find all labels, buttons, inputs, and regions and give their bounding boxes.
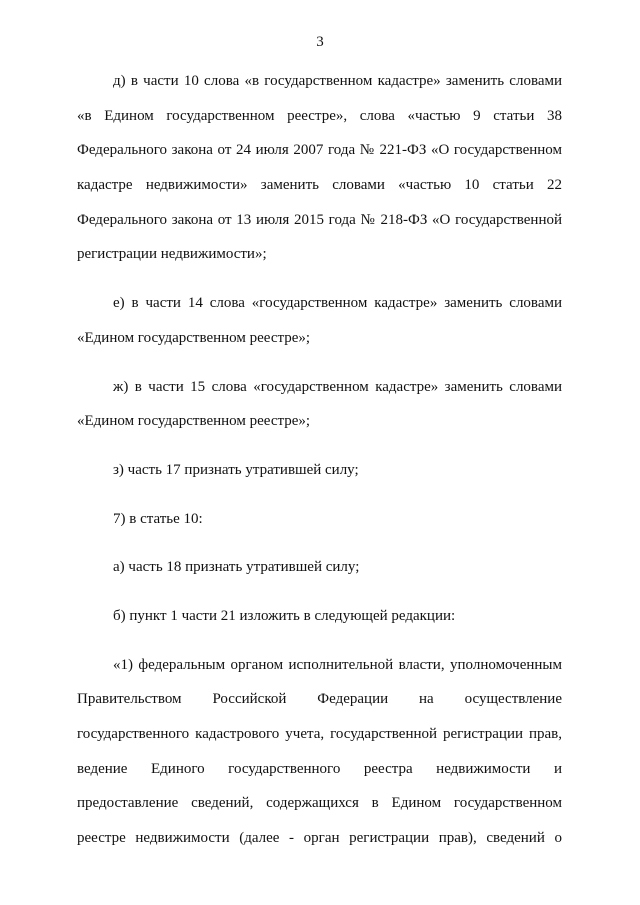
paragraph-zh bbox=[77, 376, 562, 445]
text-line: «в Едином государственном реестре», слова «частью 9 статьи 38 bbox=[77, 107, 562, 124]
text-line: «1) федеральным органом исполнительной власти, уполномоченным bbox=[113, 656, 562, 673]
text-line: д) в части 10 слова «в государственном кадастре» заменить словами bbox=[113, 73, 562, 89]
text-line: реестре недвижимости (далее - орган регистрации прав), сведений о bbox=[77, 830, 562, 847]
text-line: кадастре недвижимости» заменить словами «частью 10 статьи 22 bbox=[77, 177, 562, 194]
paragraph-e bbox=[77, 292, 562, 361]
text-line: Федерального закона от 13 июля 2015 года № 218-ФЗ «О государственной bbox=[77, 211, 562, 228]
text-line: 7) в статье 10: bbox=[113, 510, 203, 527]
text-line: б) пункт 1 части 21 изложить в следующей редакции: bbox=[113, 607, 456, 624]
paragraph-d bbox=[77, 70, 562, 278]
text-line: государственного кадастрового учета, государственной регистрации прав, bbox=[77, 726, 562, 742]
paragraph-z bbox=[77, 459, 562, 494]
page-number: 3 bbox=[316, 34, 324, 50]
text-line: з) часть 17 признать утратившей силу; bbox=[113, 461, 359, 478]
text-line: «Едином государственном реестре»; bbox=[77, 413, 311, 430]
paragraph-b bbox=[77, 605, 562, 640]
text-line: Федерального закона от 24 июля 2007 года № 221-ФЗ «О государственном bbox=[77, 142, 562, 159]
text-line: «Едином государственном реестре»; bbox=[77, 329, 311, 346]
text-line: Правительством Российской Федерации на осуществление bbox=[77, 691, 562, 708]
text-line: а) часть 18 признать утратившей силу; bbox=[113, 559, 360, 576]
text-line: предоставление сведений, содержащихся в Едином государственном bbox=[77, 795, 562, 812]
paragraph-7 bbox=[77, 508, 562, 543]
text-line: е) в части 14 слова «государственном кадастре» заменить словами bbox=[113, 295, 562, 312]
text-line: ведение Единого государственного реестра недвижимости и bbox=[77, 760, 562, 777]
text-line: ж) в части 15 слова «государственном кадастре» заменить словами bbox=[113, 378, 562, 395]
document-body bbox=[77, 70, 562, 876]
paragraph-a bbox=[77, 556, 562, 591]
text-line: регистрации недвижимости»; bbox=[77, 246, 267, 263]
paragraph-1 bbox=[77, 654, 562, 862]
